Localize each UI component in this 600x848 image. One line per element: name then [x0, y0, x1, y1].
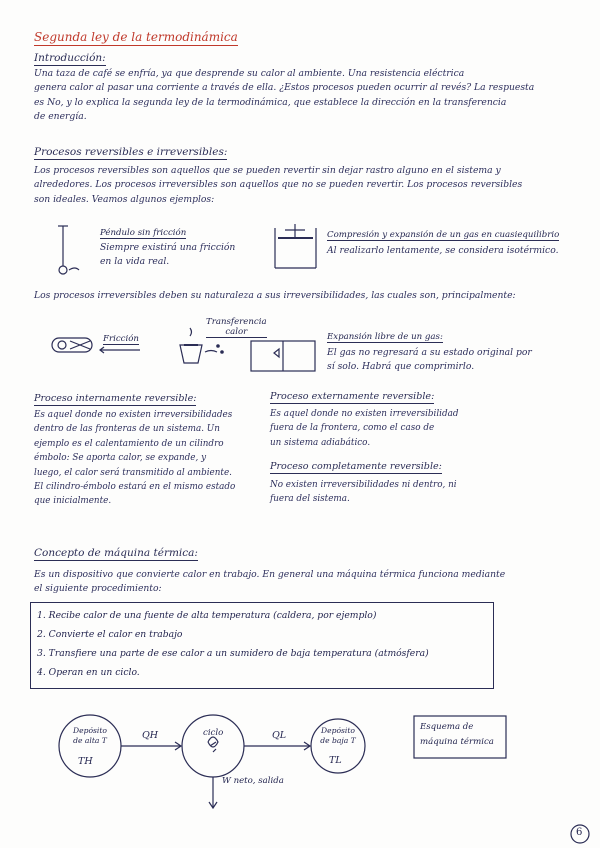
hot-reservoir-label [68, 726, 112, 746]
friction-icon [52, 338, 140, 353]
free-expansion-icon [251, 341, 315, 371]
reversible-line: alrededores. Los procesos irreversibles son aquellos que no se pueden revertir. Los procesos reversibles [34, 179, 523, 191]
intro-line: de energía. [34, 111, 87, 123]
external-line: fuera de la frontera, como el caso de [270, 423, 435, 434]
external-line: Es aquel donde no existen irreversibilidad [270, 409, 459, 419]
internal-heading: Proceso internamente reversible: [34, 393, 197, 404]
free-expansion-title: Expansión libre de un gas: [327, 332, 443, 342]
reversible-heading: Procesos reversibles e irreversibles: [34, 146, 228, 158]
total-heading: Proceso completamente reversible: [270, 461, 442, 472]
cold-line: Depósito [321, 726, 355, 735]
pendulum-icon [58, 226, 79, 274]
intro-line: genera calor al pasar una corriente a través de ella. ¿Estos procesos pueden ocurrir al revés? La respuesta [34, 82, 535, 94]
compression-title: Compresión y expansión de un gas en cuasiequilibrio [327, 230, 560, 240]
internal-line: ejemplo es el calentamiento de un cilindro [34, 438, 224, 449]
reversible-line: Los procesos reversibles son aquellos que se pueden revertir sin dejar rastro alguno en el sistema y [34, 165, 501, 176]
free-expansion-line: sí solo. Habrá que comprimirlo. [327, 361, 475, 373]
compression-line: Al realizarlo lentamente, se considera isotérmico. [327, 245, 559, 256]
intro-line: Una taza de café se enfría, ya que desprende su calor al ambiente. Una resistencia eléctrica [34, 68, 465, 79]
machine-line: Es un dispositivo que convierte calor en trabajo. En general una máquina térmica funciona mediante [34, 569, 506, 580]
reversible-line: son ideales. Veamos algunos ejemplos: [34, 193, 215, 205]
pendulum-line: en la vida real. [100, 256, 170, 268]
heat-transfer-line: calor [225, 327, 248, 337]
step-item: 3. Transfiere una parte de ese calor a un sumidero de baja temperatura (atmósfera) [37, 648, 429, 659]
irreversibilities-text: Los procesos irreversibles deben su naturaleza a sus irreversibilidades, las cuales son, principalmente: [34, 290, 516, 301]
pendulum-title: Péndulo sin fricción [100, 228, 187, 238]
internal-line: luego, el calor será transmitido al ambiente. [34, 467, 232, 478]
hot-line: Depósito [73, 726, 107, 735]
external-heading: Proceso externamente reversible: [270, 391, 435, 402]
free-expansion-line: El gas no regresará a su estado original por [327, 347, 532, 358]
machine-heading: Concepto de máquina térmica: [34, 547, 198, 559]
friction-label: Fricción [103, 334, 139, 344]
internal-line: dentro de las fronteras de un sistema. Un [34, 424, 220, 435]
qh-label: QH [142, 730, 159, 741]
step-item: 2. Convierte el calor en trabajo [37, 629, 183, 640]
page-number: 6 [576, 827, 583, 838]
pendulum-line: Siempre existirá una fricción [100, 242, 236, 253]
caption-line: Esquema de [420, 722, 474, 732]
intro-line: es No, y lo explica la segunda ley de la termodinámica, que establece la dirección en la transferencia [34, 96, 507, 108]
hot-line: de alta T [73, 736, 107, 745]
ql-label: QL [272, 730, 287, 741]
total-line: fuera del sistema. [270, 494, 350, 505]
internal-line: El cilindro-émbolo estará en el mismo estado [34, 482, 236, 493]
cold-reservoir-label [318, 726, 358, 746]
internal-line: Es aquel donde no existen irreversibilidades [34, 410, 233, 420]
heat-cup-icon [180, 328, 223, 363]
total-line: No existen irreversibilidades ni dentro, ni [270, 480, 457, 490]
caption-line: máquina térmica [420, 737, 494, 747]
page-title: Segunda ley de la termodinámica [34, 30, 238, 44]
step-item: 4. Operan en un ciclo. [37, 667, 140, 678]
intro-heading: Introducción: [34, 52, 106, 64]
work-label: W neto, salida [222, 776, 284, 786]
machine-line: el siguiente procedimiento: [34, 583, 162, 595]
cycle-label: ciclo [203, 728, 224, 738]
step-item: 1. Recibe calor de una fuente de alta temperatura (caldera, por ejemplo) [37, 610, 377, 621]
diagram-caption [420, 720, 494, 750]
heat-transfer-line: Transferencia [206, 317, 267, 327]
cold-symbol: TL [329, 755, 342, 766]
internal-line: émbolo: Se aporta calor, se expande, y [34, 453, 207, 464]
internal-line: que inicialmente. [34, 496, 112, 507]
external-line: un sistema adiabático. [270, 437, 371, 448]
hot-symbol: TH [78, 756, 93, 767]
cold-line: de baja T [320, 736, 356, 745]
piston-icon [275, 224, 316, 268]
